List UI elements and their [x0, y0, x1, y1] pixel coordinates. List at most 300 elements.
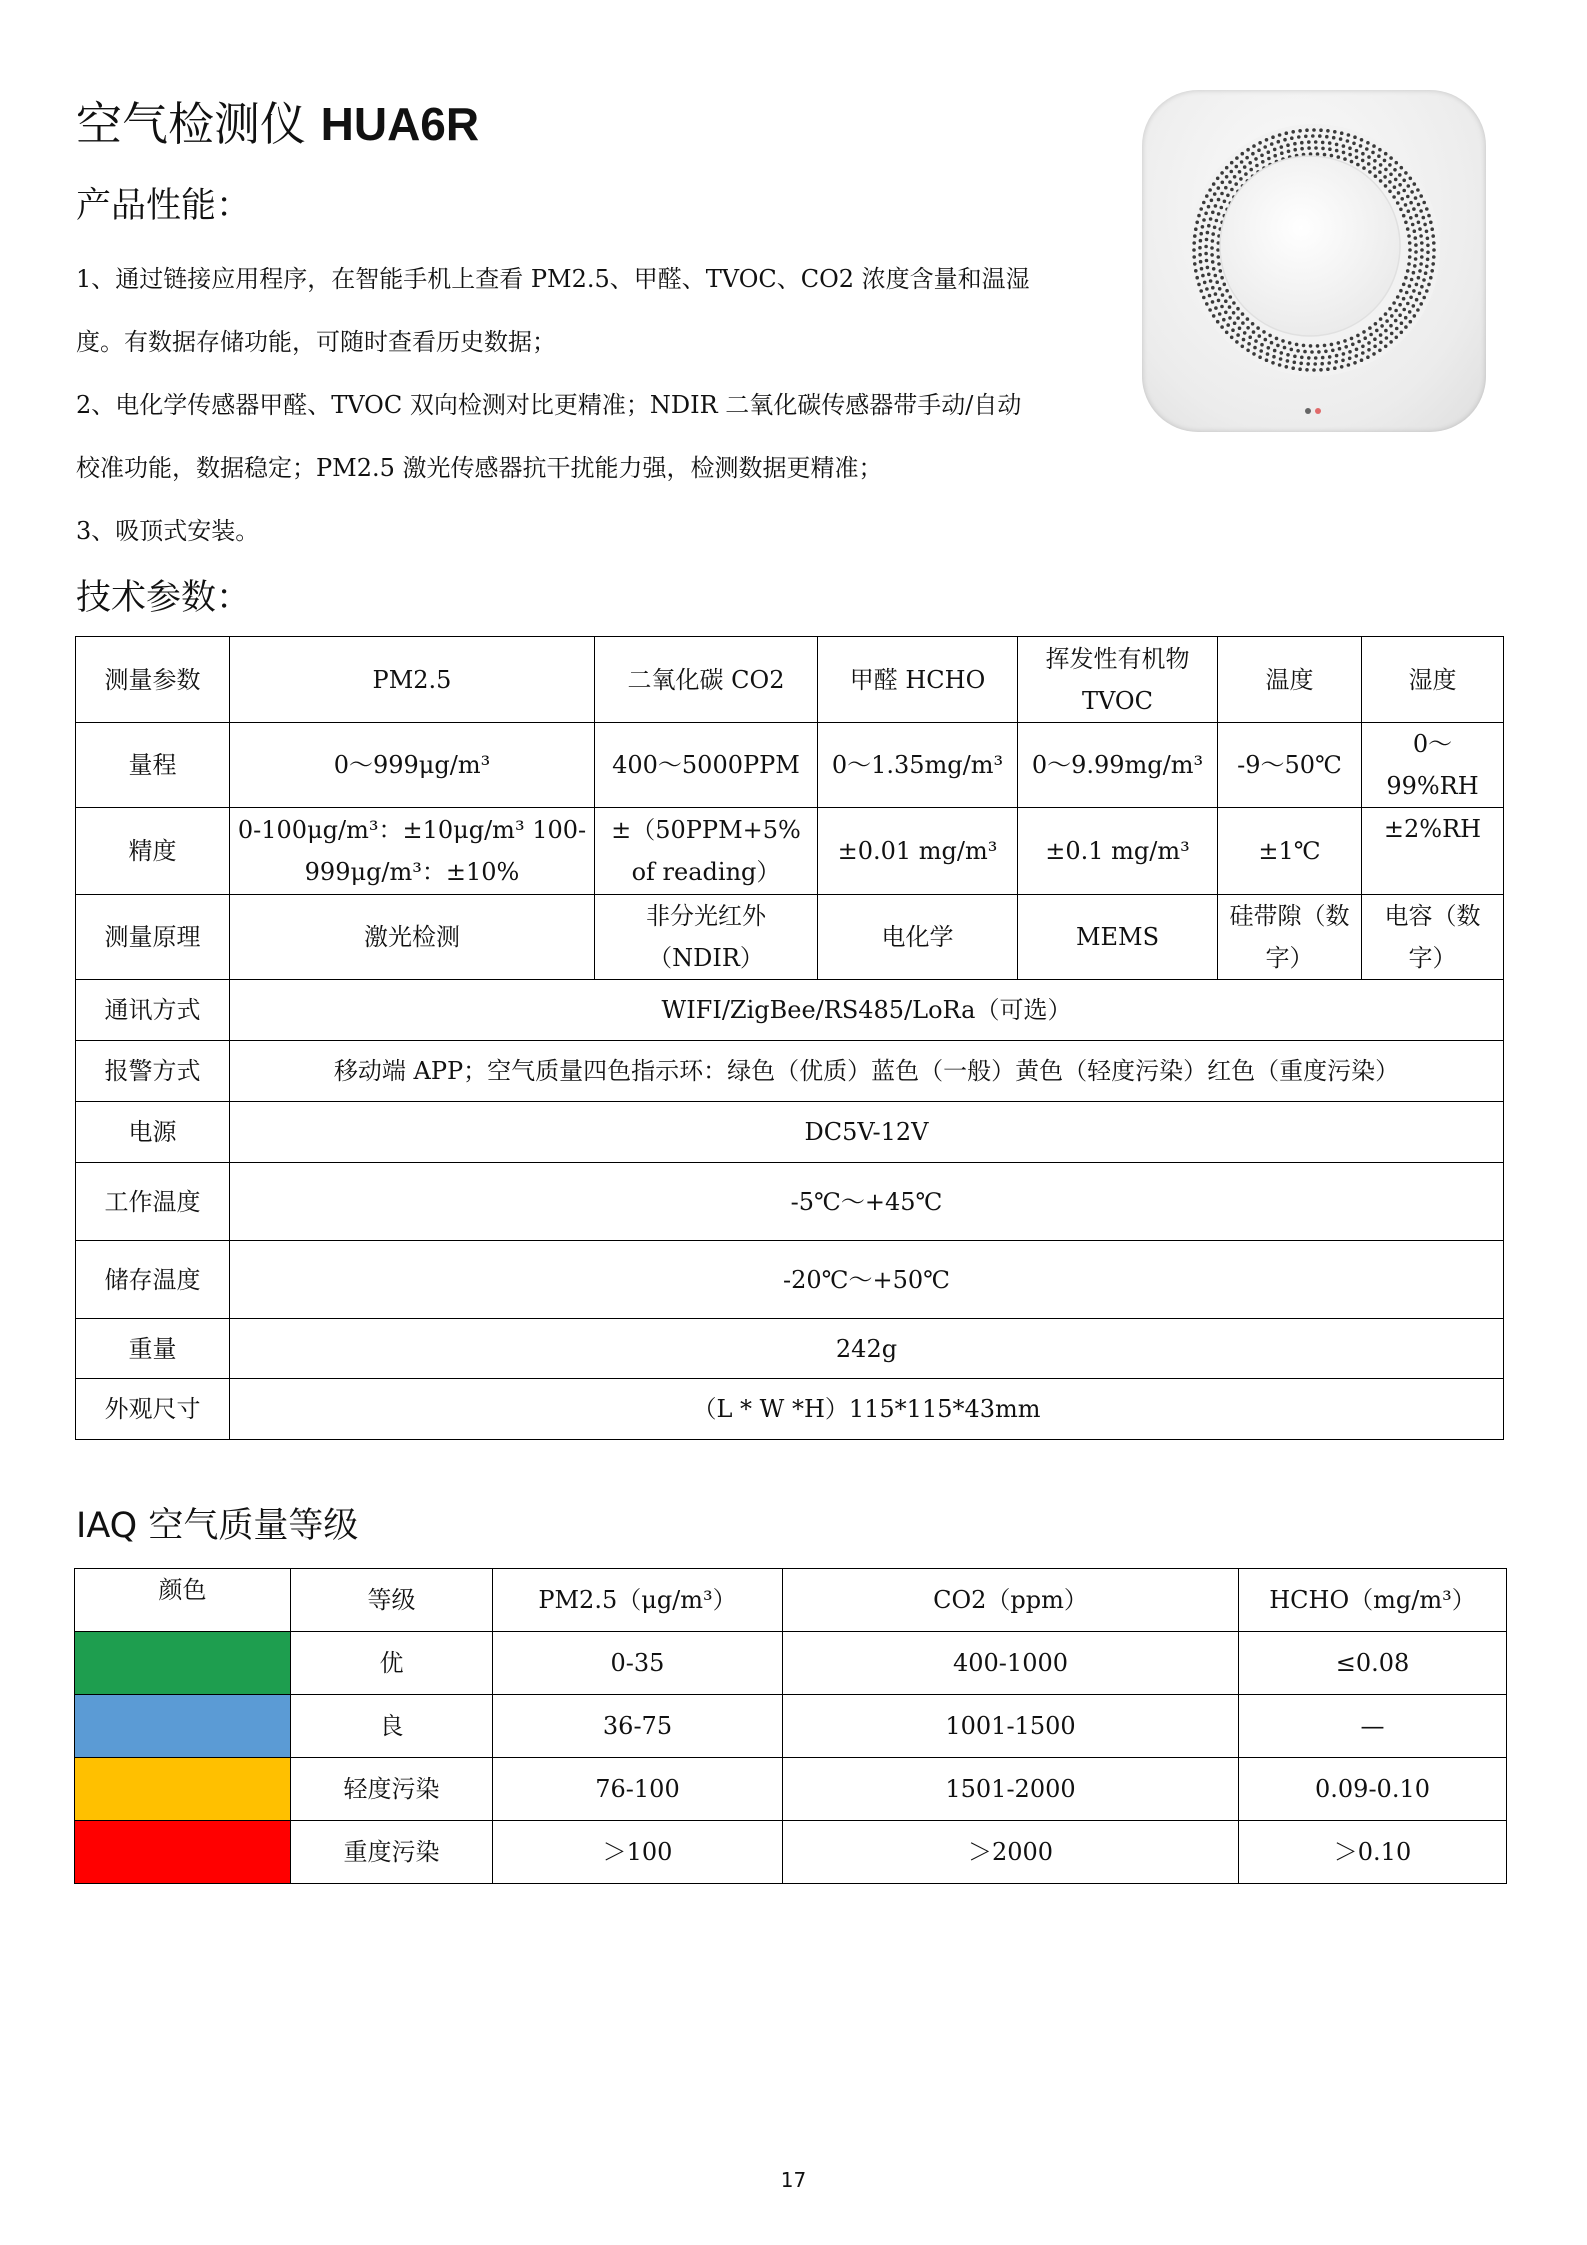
speaker-hole	[1246, 148, 1250, 152]
spec-cell: 0～99%RH	[1362, 723, 1504, 808]
speaker-hole	[1417, 276, 1421, 280]
speaker-hole	[1208, 188, 1212, 192]
speaker-hole	[1205, 302, 1209, 306]
speaker-hole	[1226, 323, 1230, 327]
speaker-hole	[1412, 304, 1416, 308]
speaker-hole	[1379, 163, 1383, 167]
iaq-row	[75, 1758, 1507, 1821]
speaker-hole	[1408, 241, 1412, 245]
speaker-hole	[1313, 362, 1317, 366]
speaker-hole	[1409, 201, 1413, 205]
speaker-hole	[1286, 143, 1290, 147]
speaker-hole	[1246, 349, 1250, 353]
speaker-hole	[1414, 243, 1418, 247]
speaker-hole	[1281, 339, 1285, 343]
speaker-hole	[1207, 273, 1211, 277]
speaker-hole	[1195, 221, 1199, 225]
speaker-hole	[1335, 149, 1339, 153]
speaker-hole	[1211, 232, 1215, 236]
spec-cell: ±0.01 mg/m³	[818, 808, 1018, 895]
speaker-hole	[1384, 345, 1388, 349]
speaker-hole	[1384, 168, 1388, 172]
speaker-hole	[1412, 271, 1416, 275]
speaker-hole	[1235, 165, 1239, 169]
speaker-hole	[1348, 357, 1352, 361]
speaker-hole	[1291, 130, 1295, 134]
speaker-hole	[1413, 182, 1417, 186]
speaker-hole	[1340, 365, 1344, 369]
speaker-hole	[1419, 209, 1423, 213]
iaq-header-cell: 等级	[291, 1569, 493, 1632]
speaker-hole	[1373, 159, 1377, 163]
speaker-hole	[1366, 141, 1370, 145]
speaker-hole	[1312, 368, 1316, 372]
speaker-hole	[1380, 324, 1384, 328]
speaker-hole	[1413, 229, 1417, 233]
speaker-hole	[1293, 355, 1297, 359]
speaker-hole	[1393, 185, 1397, 189]
speaker-hole	[1325, 135, 1329, 139]
speaker-hole	[1331, 349, 1335, 353]
speaker-hole	[1300, 356, 1304, 360]
speaker-hole	[1346, 139, 1350, 143]
speaker-hole	[1430, 227, 1434, 231]
speaker-hole	[1363, 336, 1367, 340]
speaker-hole	[1245, 156, 1249, 160]
speaker-hole	[1372, 144, 1376, 148]
speaker-hole	[1224, 186, 1228, 190]
speaker-hole	[1264, 338, 1268, 342]
speaker-hole	[1214, 292, 1218, 296]
speaker-hole	[1257, 148, 1261, 152]
speaker-hole	[1205, 259, 1209, 263]
speaker-hole	[1232, 311, 1236, 315]
speaker-hole	[1221, 181, 1225, 185]
speaker-hole	[1202, 201, 1206, 205]
speaker-hole	[1369, 333, 1373, 337]
speaker-hole	[1430, 269, 1434, 273]
speaker-hole	[1220, 192, 1224, 196]
speaker-hole	[1214, 274, 1218, 278]
speaker-hole	[1234, 182, 1238, 186]
speaker-hole	[1226, 194, 1230, 198]
iaq-hcho: —	[1239, 1695, 1507, 1758]
speaker-hole	[1223, 283, 1227, 287]
speaker-hole	[1432, 241, 1436, 245]
speaker-hole	[1332, 136, 1336, 140]
speaker-hole	[1285, 365, 1289, 369]
speaker-hole	[1388, 163, 1392, 167]
speaker-hole	[1335, 354, 1339, 358]
speaker-hole	[1252, 330, 1256, 334]
speaker-hole	[1298, 367, 1302, 371]
speaker-hole	[1408, 248, 1412, 252]
speaker-hole	[1293, 148, 1297, 152]
speaker-hole	[1311, 134, 1315, 138]
speaker-hole	[1232, 301, 1236, 305]
speaker-hole	[1272, 355, 1276, 359]
speaker-hole	[1389, 156, 1393, 160]
speaker-hole	[1337, 341, 1341, 345]
speaker-hole	[1408, 284, 1412, 288]
spec-row-label: 工作温度	[76, 1163, 230, 1241]
speaker-hole	[1426, 251, 1430, 255]
speaker-hole	[1201, 274, 1205, 278]
title-model: HUA6R	[320, 98, 480, 150]
speaker-hole	[1402, 283, 1406, 287]
speaker-hole	[1206, 231, 1210, 235]
speaker-hole	[1316, 152, 1320, 156]
iaq-level: 重度污染	[291, 1821, 493, 1884]
speaker-hole	[1225, 166, 1229, 170]
speaker-hole	[1379, 179, 1383, 183]
speaker-hole	[1290, 136, 1294, 140]
speaker-hole	[1192, 255, 1196, 259]
speaker-hole	[1217, 255, 1221, 259]
speaker-hole	[1361, 345, 1365, 349]
speaker-hole	[1389, 173, 1393, 177]
speaker-hole	[1355, 354, 1359, 358]
speaker-hole	[1220, 305, 1224, 309]
speaker-hole	[1214, 306, 1218, 310]
iaq-row	[75, 1632, 1507, 1695]
speaker-hole	[1359, 144, 1363, 148]
speaker-hole	[1283, 346, 1287, 350]
speaker-hole	[1258, 141, 1262, 145]
speaker-hole	[1297, 135, 1301, 139]
air-detector-device-icon	[1142, 90, 1486, 432]
spec-header-cell: 测量参数	[76, 637, 230, 723]
speaker-hole	[1344, 345, 1348, 349]
speaker-hole	[1416, 308, 1420, 312]
speaker-hole	[1235, 340, 1239, 344]
speaker-hole	[1258, 355, 1262, 359]
speaker-hole	[1384, 152, 1388, 156]
speaker-hole	[1247, 342, 1251, 346]
speaker-hole	[1277, 140, 1281, 144]
speaker-hole	[1409, 320, 1413, 324]
iaq-header-cell: HCHO（mg/m³）	[1239, 1569, 1507, 1632]
speaker-hole	[1368, 170, 1372, 174]
speaker-hole	[1399, 289, 1403, 293]
title-text: 空气检测仪	[76, 97, 321, 151]
speaker-hole	[1420, 248, 1424, 252]
spec-header-cell: 挥发性有机物 TVOC	[1018, 637, 1218, 723]
speaker-hole	[1198, 246, 1202, 250]
speaker-hole	[1416, 188, 1420, 192]
speaker-hole	[1255, 164, 1259, 168]
speaker-hole	[1378, 170, 1382, 174]
features-heading: 产品性能：	[76, 186, 252, 226]
speaker-hole	[1230, 336, 1234, 340]
speaker-hole	[1360, 358, 1364, 362]
speaker-hole	[1208, 294, 1212, 298]
speaker-hole	[1299, 362, 1303, 366]
speaker-hole	[1252, 352, 1256, 356]
speaker-hole	[1352, 142, 1356, 146]
speaker-hole	[1254, 339, 1258, 343]
speaker-hole	[1312, 128, 1316, 132]
speaker-hole	[1330, 343, 1334, 347]
speaker-hole	[1205, 287, 1209, 291]
speaker-hole	[1432, 248, 1436, 252]
speaker-hole	[1279, 357, 1283, 361]
speaker-hole	[1410, 190, 1414, 194]
speaker-hole	[1271, 361, 1275, 365]
speaker-hole	[1400, 321, 1404, 325]
speaker-hole	[1212, 182, 1216, 186]
iaq-pm25: ＞100	[493, 1821, 783, 1884]
page-title	[76, 88, 479, 154]
speaker-hole	[1260, 343, 1264, 347]
speaker-hole	[1302, 344, 1306, 348]
speaker-hole	[1348, 153, 1352, 157]
speaker-hole	[1355, 149, 1359, 153]
spec-header-cell: 温度	[1218, 637, 1362, 723]
speaker-hole	[1210, 246, 1214, 250]
spec-cell: 非分光红外（NDIR）	[595, 895, 818, 980]
speaker-hole	[1278, 363, 1282, 367]
spec-cell: 400～5000PPM	[595, 723, 818, 808]
speaker-hole	[1379, 333, 1383, 337]
spec-row-label: 报警方式	[76, 1041, 230, 1102]
speaker-hole	[1280, 151, 1284, 155]
speaker-hole	[1422, 201, 1426, 205]
speaker-hole	[1415, 214, 1419, 218]
spec-row-label: 通讯方式	[76, 980, 230, 1041]
speaker-hole	[1420, 241, 1424, 245]
speaker-hole	[1394, 178, 1398, 182]
speaker-hole	[1422, 216, 1426, 220]
speaker-hole	[1384, 329, 1388, 333]
spec-cell: 0-100μg/m³：±10μg/m³ 100-999μg/m³：±10%	[230, 808, 595, 895]
speaker-hole	[1334, 360, 1338, 364]
spec-header-cell: PM2.5	[230, 637, 595, 723]
speaker-hole	[1402, 189, 1406, 193]
speaker-hole	[1243, 165, 1247, 169]
speaker-hole	[1239, 177, 1243, 181]
iaq-pm25: 76-100	[493, 1758, 783, 1821]
speaker-hole	[1355, 156, 1359, 160]
speaker-hole	[1353, 135, 1357, 139]
speaker-hole	[1339, 137, 1343, 141]
speaker-hole	[1341, 359, 1345, 363]
speaker-hole	[1210, 199, 1214, 203]
speaker-hole	[1238, 170, 1242, 174]
spec-cell: 硅带隙（数字）	[1218, 895, 1362, 980]
speaker-hole	[1287, 150, 1291, 154]
speaker-hole	[1296, 349, 1300, 353]
speaker-hole	[1407, 209, 1411, 213]
speaker-hole	[1300, 141, 1304, 145]
spec-row	[76, 1102, 1504, 1163]
speaker-hole	[1244, 172, 1248, 176]
speaker-hole	[1229, 295, 1233, 299]
speaker-hole	[1318, 134, 1322, 138]
speaker-hole	[1220, 276, 1224, 280]
speaker-hole	[1225, 289, 1229, 293]
speaker-hole	[1241, 312, 1245, 316]
iaq-row	[75, 1821, 1507, 1884]
speaker-hole	[1240, 160, 1244, 164]
speaker-hole	[1351, 343, 1355, 347]
speaker-hole	[1225, 331, 1229, 335]
speaker-hole	[1252, 144, 1256, 148]
speaker-hole	[1220, 206, 1224, 210]
color-swatch	[75, 1695, 291, 1758]
speaker-hole	[1271, 135, 1275, 139]
spec-row-label: 外观尺寸	[76, 1379, 230, 1440]
speaker-hole	[1368, 326, 1372, 330]
speaker-hole	[1383, 159, 1387, 163]
speaker-hole	[1251, 152, 1255, 156]
spec-cell: 电容（数字）	[1362, 895, 1504, 980]
spec-row-value: DC5V-12V	[230, 1102, 1504, 1163]
speaker-hole	[1202, 218, 1206, 222]
speaker-hole	[1199, 207, 1203, 211]
speaker-hole	[1425, 207, 1429, 211]
speaker-hole	[1407, 234, 1411, 238]
product-photo	[1142, 90, 1486, 432]
speaker-hole	[1314, 140, 1318, 144]
speaker-hole	[1392, 195, 1396, 199]
speaker-hole	[1388, 190, 1392, 194]
speaker-hole	[1406, 302, 1410, 306]
speaker-hole	[1405, 291, 1409, 295]
speaker-hole	[1217, 299, 1221, 303]
speaker-hole	[1321, 141, 1325, 145]
spec-header-cell: 二氧化碳 CO2	[595, 637, 818, 723]
speaker-hole	[1432, 255, 1436, 259]
speaker-hole	[1431, 234, 1435, 238]
speaker-hole	[1304, 135, 1308, 139]
speaker-hole	[1209, 217, 1213, 221]
speaker-hole	[1192, 248, 1196, 252]
speaker-hole	[1256, 326, 1260, 330]
speaker-hole	[1305, 128, 1309, 132]
speaker-hole	[1420, 255, 1424, 259]
speaker-hole	[1193, 262, 1197, 266]
speaker-hole	[1362, 166, 1366, 170]
spec-principle-row	[76, 895, 1504, 980]
speaker-hole	[1320, 362, 1324, 366]
iaq-pm25: 36-75	[493, 1695, 783, 1758]
speaker-hole	[1204, 252, 1208, 256]
speaker-hole	[1197, 283, 1201, 287]
speaker-hole	[1290, 348, 1294, 352]
speaker-hole	[1388, 307, 1392, 311]
indicator-led	[1315, 408, 1321, 414]
speaker-hole	[1338, 347, 1342, 351]
speaker-hole	[1335, 143, 1339, 147]
color-swatch	[75, 1821, 291, 1884]
speaker-hole	[1221, 293, 1225, 297]
speaker-hole	[1211, 211, 1215, 215]
speaker-hole	[1267, 346, 1271, 350]
speaker-hole	[1220, 325, 1224, 329]
spec-row-label: 重量	[76, 1319, 230, 1379]
spec-row	[76, 1319, 1504, 1379]
speaker-hole	[1398, 183, 1402, 187]
speaker-hole	[1248, 335, 1252, 339]
speaker-hole	[1324, 350, 1328, 354]
specs-heading: 技术参数：	[76, 578, 252, 618]
spec-accuracy-row	[76, 808, 1504, 895]
speaker-hole	[1379, 341, 1383, 345]
speaker-hole	[1216, 177, 1220, 181]
speaker-hole	[1328, 355, 1332, 359]
speaker-hole	[1343, 157, 1347, 161]
speaker-hole	[1333, 130, 1337, 134]
speaker-hole	[1224, 299, 1228, 303]
speaker-hole	[1326, 129, 1330, 133]
speaker-hole	[1230, 161, 1234, 165]
speaker-hole	[1396, 201, 1400, 205]
speaker-hole	[1198, 253, 1202, 257]
speaker-hole	[1273, 154, 1277, 158]
speaker-hole	[1418, 269, 1422, 273]
spec-cell: MEMS	[1018, 895, 1218, 980]
speaker-hole	[1321, 147, 1325, 151]
spec-cell: 激光检测	[230, 895, 595, 980]
spec-cell: 量程	[76, 723, 230, 808]
speaker-hole	[1212, 267, 1216, 271]
speaker-hole	[1261, 160, 1265, 164]
speaker-hole	[1307, 146, 1311, 150]
speaker-hole	[1204, 245, 1208, 249]
speaker-hole	[1373, 166, 1377, 170]
speaker-hole	[1219, 269, 1223, 273]
speaker-hole	[1262, 330, 1266, 334]
speaker-hole	[1361, 159, 1365, 163]
spec-row	[76, 1163, 1504, 1241]
speaker-hole	[1193, 234, 1197, 238]
iaq-level: 良	[291, 1695, 493, 1758]
speaker-hole	[1298, 129, 1302, 133]
speaker-hole	[1327, 361, 1331, 365]
page-number: 17	[780, 2168, 807, 2192]
speaker-hole	[1342, 144, 1346, 148]
speaker-hole	[1263, 145, 1267, 149]
spec-cell: ±1℃	[1218, 808, 1362, 895]
speaker-hole	[1342, 151, 1346, 155]
speaker-hole	[1374, 322, 1378, 326]
speaker-hole	[1361, 351, 1365, 355]
speaker-hole	[1213, 192, 1217, 196]
speaker-hole	[1210, 253, 1214, 257]
speaker-hole	[1207, 224, 1211, 228]
speaker-hole	[1233, 175, 1237, 179]
speaker-hole	[1408, 255, 1412, 259]
speaker-hole	[1333, 366, 1337, 370]
iaq-co2: ＞2000	[783, 1821, 1239, 1884]
speaker-hole	[1378, 349, 1382, 353]
speaker-hole	[1353, 361, 1357, 365]
speaker-hole	[1347, 133, 1351, 137]
speaker-hole	[1330, 154, 1334, 158]
speaker-hole	[1205, 194, 1209, 198]
speaker-hole	[1425, 230, 1429, 234]
spec-cell: ±0.1 mg/m³	[1018, 808, 1218, 895]
speaker-hole	[1228, 180, 1232, 184]
speaker-hole	[1423, 223, 1427, 227]
speaker-hole	[1385, 319, 1389, 323]
speaker-hole	[1220, 171, 1224, 175]
spec-row	[76, 1379, 1504, 1440]
iaq-row	[75, 1695, 1507, 1758]
speaker-hole	[1374, 174, 1378, 178]
speaker-hole	[1402, 308, 1406, 312]
